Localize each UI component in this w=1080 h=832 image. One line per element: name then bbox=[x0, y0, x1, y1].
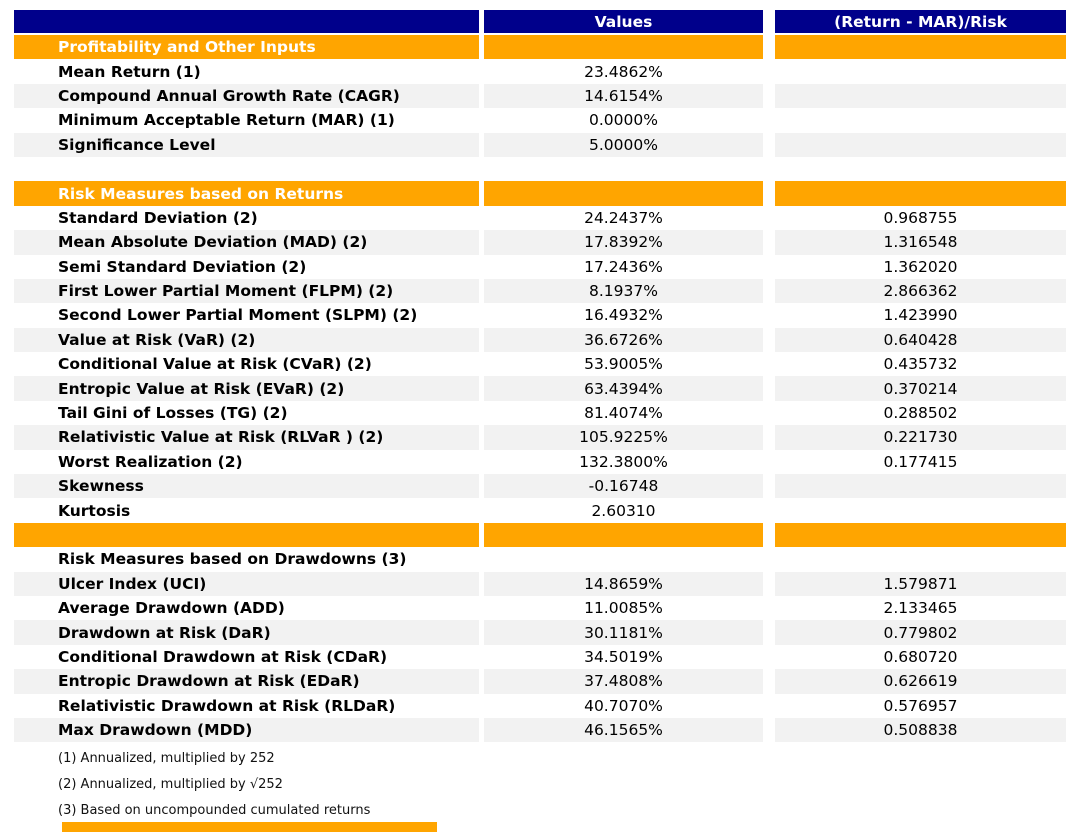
footnotes bbox=[14, 745, 370, 823]
metric-value: 53.9005% bbox=[584, 355, 663, 374]
metric-label: Drawdown at Risk (DaR) bbox=[14, 620, 479, 644]
column-gap bbox=[763, 133, 775, 157]
metric-ratio: 1.423990 bbox=[883, 306, 958, 325]
section-cell-blank bbox=[484, 35, 763, 59]
footnote: (3) Based on uncompounded cumulated returns bbox=[58, 802, 371, 818]
section-cell-blank bbox=[775, 35, 1066, 59]
metric-label: Value at Risk (VaR) (2) bbox=[14, 328, 479, 352]
metric-value: 132.3800% bbox=[579, 452, 668, 471]
column-gap bbox=[763, 303, 775, 327]
table-row bbox=[14, 547, 1066, 571]
table-row bbox=[14, 425, 1066, 449]
table-row bbox=[14, 255, 1066, 279]
metric-label: Entropic Drawdown at Risk (EDaR) bbox=[14, 669, 479, 693]
table-row bbox=[14, 59, 1066, 83]
metric-label: Conditional Value at Risk (CVaR) (2) bbox=[58, 355, 372, 374]
metric-ratio bbox=[775, 547, 1066, 571]
table-row bbox=[14, 84, 1066, 108]
metric-label: Standard Deviation (2) bbox=[58, 208, 258, 227]
risk-metrics-table bbox=[14, 10, 1066, 742]
table-row bbox=[14, 620, 1066, 644]
column-gap bbox=[763, 596, 775, 620]
metric-label: Ulcer Index (UCI) bbox=[14, 572, 479, 596]
metric-label: Second Lower Partial Moment (SLPM) (2) bbox=[58, 306, 418, 325]
metric-ratio: 0.221730 bbox=[775, 425, 1066, 449]
table-row bbox=[14, 401, 1066, 425]
metric-label: Mean Return (1) bbox=[58, 62, 201, 81]
metric-label: Tail Gini of Losses (TG) (2) bbox=[58, 404, 288, 423]
metric-label: Conditional Drawdown at Risk (CDaR) bbox=[58, 647, 388, 666]
metric-label: Risk Measures based on Drawdowns (3) bbox=[58, 550, 407, 569]
metric-value: 40.7070% bbox=[584, 696, 663, 715]
metric-ratio: 0.508838 bbox=[775, 718, 1066, 742]
metric-ratio: 0.779802 bbox=[775, 620, 1066, 644]
column-gap bbox=[763, 669, 775, 693]
column-gap bbox=[763, 157, 775, 181]
metric-value: 30.1181% bbox=[484, 620, 763, 644]
metric-ratio: 0.626619 bbox=[775, 669, 1066, 693]
table-row bbox=[14, 474, 1066, 498]
spacer-cell bbox=[775, 523, 1066, 547]
table-row bbox=[14, 376, 1066, 400]
metric-ratio: 0.435732 bbox=[883, 355, 958, 374]
metric-ratio: 0.968755 bbox=[883, 208, 958, 227]
metric-value: 14.8659% bbox=[484, 572, 763, 596]
column-gap bbox=[763, 718, 775, 742]
spacer-cell bbox=[775, 157, 1066, 181]
table-row bbox=[14, 352, 1066, 376]
metric-value: 63.4394% bbox=[484, 376, 763, 400]
metric-ratio bbox=[775, 474, 1066, 498]
metric-value: 0.0000% bbox=[589, 111, 658, 130]
spacer-cell bbox=[14, 523, 479, 547]
column-gap bbox=[763, 206, 775, 230]
metric-ratio: 0.640428 bbox=[775, 328, 1066, 352]
metric-value: 34.5019% bbox=[584, 647, 663, 666]
footer-accent-bar bbox=[62, 822, 437, 832]
table-row bbox=[14, 572, 1066, 596]
metric-ratio: 1.316548 bbox=[775, 230, 1066, 254]
metric-ratio bbox=[775, 84, 1066, 108]
table-row bbox=[14, 303, 1066, 327]
metric-ratio: 0.177415 bbox=[883, 452, 958, 471]
table-row bbox=[14, 206, 1066, 230]
table-row bbox=[14, 133, 1066, 157]
metric-value: 17.8392% bbox=[484, 230, 763, 254]
table-row bbox=[14, 694, 1066, 718]
metric-ratio: 2.866362 bbox=[775, 279, 1066, 303]
metric-value: 14.6154% bbox=[484, 84, 763, 108]
metric-value: 81.4074% bbox=[584, 404, 663, 423]
column-gap bbox=[763, 645, 775, 669]
table-row bbox=[14, 498, 1066, 522]
table-row bbox=[14, 279, 1066, 303]
metric-label: Relativistic Value at Risk (RLVaR ) (2) bbox=[14, 425, 479, 449]
metric-value: 16.4932% bbox=[584, 306, 663, 325]
section-title: Profitability and Other Inputs bbox=[14, 35, 479, 59]
column-gap bbox=[763, 425, 775, 449]
column-gap bbox=[763, 328, 775, 352]
column-gap bbox=[763, 59, 775, 83]
metric-value: 2.60310 bbox=[591, 501, 656, 520]
column-gap bbox=[763, 84, 775, 108]
metric-value: 8.1937% bbox=[484, 279, 763, 303]
spacer-cell bbox=[484, 157, 763, 181]
table-row bbox=[14, 328, 1066, 352]
table-header-row bbox=[14, 10, 1066, 33]
section-cell-blank bbox=[775, 181, 1066, 205]
spacer-row bbox=[14, 157, 1066, 181]
column-gap bbox=[763, 10, 775, 33]
column-gap bbox=[763, 181, 775, 205]
metric-label: Average Drawdown (ADD) bbox=[58, 599, 285, 618]
orange-spacer-row bbox=[14, 523, 1066, 547]
metric-label: Kurtosis bbox=[58, 501, 131, 520]
column-header-ratio: (Return - MAR)/Risk bbox=[775, 10, 1066, 33]
metric-ratio bbox=[775, 133, 1066, 157]
column-gap bbox=[763, 376, 775, 400]
metric-label: Significance Level bbox=[14, 133, 479, 157]
metric-label: Minimum Acceptable Return (MAR) (1) bbox=[58, 111, 395, 130]
metric-ratio: 2.133465 bbox=[883, 599, 958, 618]
metric-ratio: 0.576957 bbox=[883, 696, 958, 715]
metric-ratio: 0.680720 bbox=[883, 647, 958, 666]
column-gap bbox=[763, 35, 775, 59]
metric-ratio: 1.362020 bbox=[883, 257, 958, 276]
column-gap bbox=[763, 620, 775, 644]
metric-value: 37.4808% bbox=[484, 669, 763, 693]
metric-value: 17.2436% bbox=[584, 257, 663, 276]
column-gap bbox=[763, 279, 775, 303]
section-title: Risk Measures based on Returns bbox=[14, 181, 479, 205]
column-gap bbox=[763, 572, 775, 596]
column-gap bbox=[763, 694, 775, 718]
column-gap bbox=[763, 474, 775, 498]
metric-label: Entropic Value at Risk (EVaR) (2) bbox=[14, 376, 479, 400]
column-gap bbox=[763, 498, 775, 522]
metric-ratio: 1.579871 bbox=[775, 572, 1066, 596]
table-row bbox=[14, 596, 1066, 620]
metric-value: 24.2437% bbox=[584, 208, 663, 227]
metric-value: 105.9225% bbox=[484, 425, 763, 449]
column-gap bbox=[763, 108, 775, 132]
metric-ratio bbox=[775, 498, 1066, 522]
table-row bbox=[14, 669, 1066, 693]
metric-ratio: 0.370214 bbox=[775, 376, 1066, 400]
table-row bbox=[14, 645, 1066, 669]
section-cell-blank bbox=[484, 181, 763, 205]
column-gap bbox=[763, 547, 775, 571]
column-gap bbox=[763, 230, 775, 254]
spacer-cell bbox=[14, 157, 479, 181]
metric-value bbox=[484, 547, 763, 571]
metric-value: 5.0000% bbox=[484, 133, 763, 157]
metric-label: Semi Standard Deviation (2) bbox=[58, 257, 307, 276]
column-gap bbox=[763, 352, 775, 376]
metric-value: 23.4862% bbox=[584, 62, 663, 81]
metric-label: Worst Realization (2) bbox=[58, 452, 243, 471]
metric-value: -0.16748 bbox=[484, 474, 763, 498]
table-row bbox=[14, 230, 1066, 254]
metric-ratio: 0.288502 bbox=[883, 404, 958, 423]
section-header-row bbox=[14, 181, 1066, 205]
column-gap bbox=[763, 401, 775, 425]
table-body bbox=[14, 35, 1066, 742]
column-header-values: Values bbox=[484, 10, 763, 33]
spacer-cell bbox=[484, 523, 763, 547]
metric-ratio bbox=[775, 59, 1066, 83]
metric-value: 46.1565% bbox=[484, 718, 763, 742]
column-gap bbox=[763, 450, 775, 474]
footnote: (1) Annualized, multiplied by 252 bbox=[58, 750, 275, 766]
section-header-row bbox=[14, 35, 1066, 59]
metric-label: Max Drawdown (MDD) bbox=[14, 718, 479, 742]
table-row bbox=[14, 450, 1066, 474]
footnote: (2) Annualized, multiplied by √252 bbox=[58, 776, 283, 792]
metric-label: Compound Annual Growth Rate (CAGR) bbox=[14, 84, 479, 108]
metric-value: 11.0085% bbox=[584, 599, 663, 618]
metric-ratio bbox=[775, 108, 1066, 132]
table-row bbox=[14, 718, 1066, 742]
metric-value: 36.6726% bbox=[484, 328, 763, 352]
table-row bbox=[14, 108, 1066, 132]
column-gap bbox=[763, 255, 775, 279]
metric-label: Mean Absolute Deviation (MAD) (2) bbox=[14, 230, 479, 254]
column-gap bbox=[763, 523, 775, 547]
metric-label: Skewness bbox=[14, 474, 479, 498]
metric-label: First Lower Partial Moment (FLPM) (2) bbox=[14, 279, 479, 303]
header-cell-blank bbox=[14, 10, 479, 33]
metric-label: Relativistic Drawdown at Risk (RLDaR) bbox=[58, 696, 396, 715]
